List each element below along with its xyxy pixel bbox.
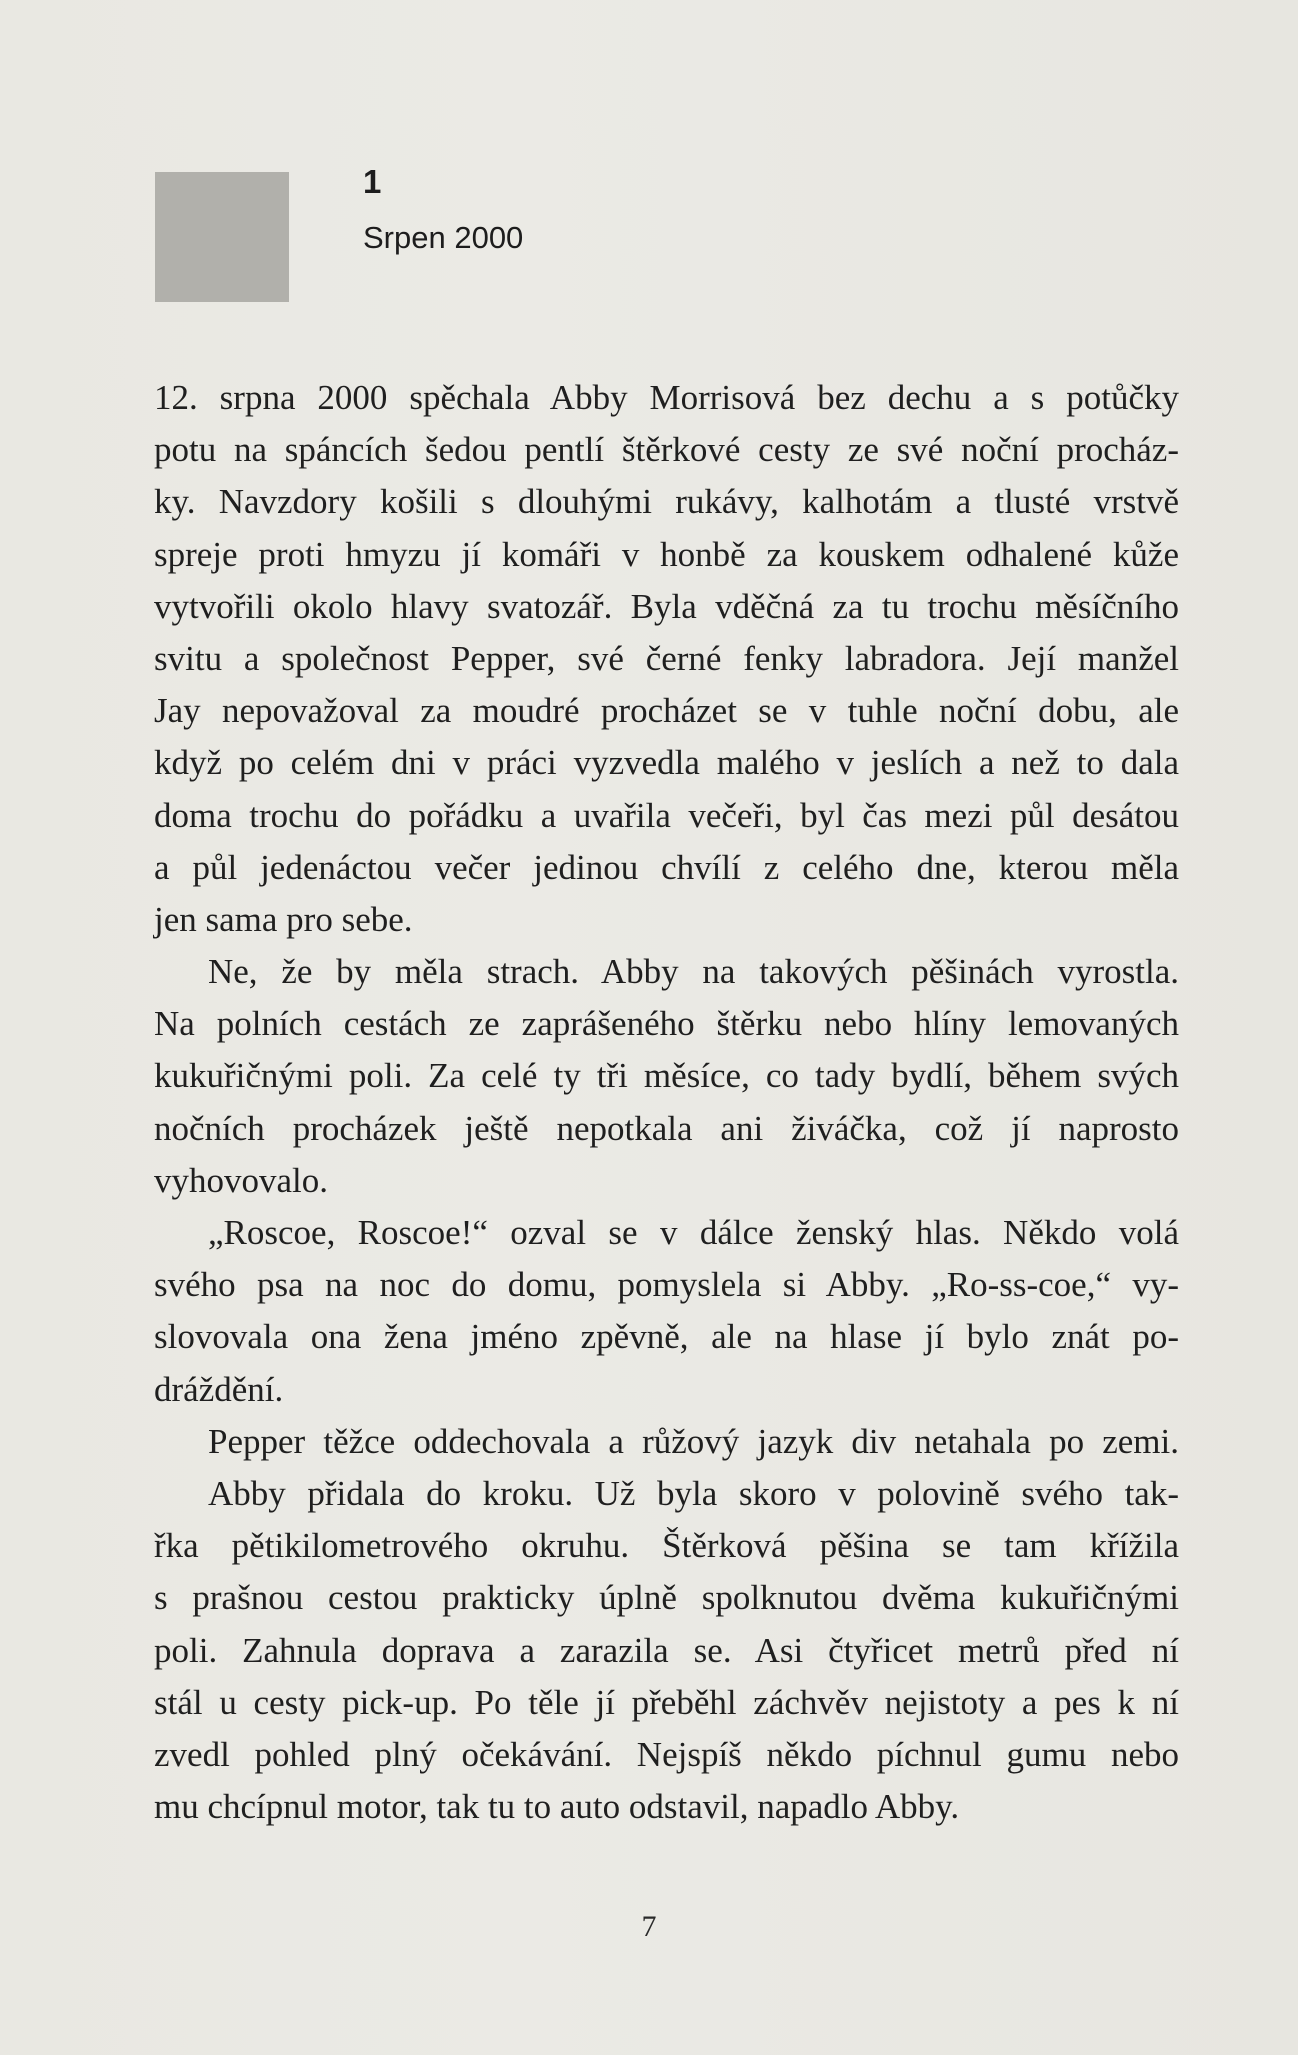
text-line: slovovala ona žena jméno zpěvně, ale na hlase jí bylo znát po-	[154, 1317, 1179, 1357]
text-line: dráždění.	[154, 1369, 284, 1409]
text-line: nočních procházek ještě nepotkala ani živáčka, což jí naprosto	[154, 1108, 1179, 1148]
text-line: poli. Zahnula doprava a zarazila se. Asi čtyřicet metrů před ní	[154, 1630, 1179, 1670]
text-line: kukuřičnými poli. Za celé ty tři měsíce, co tady bydlí, během svých	[154, 1056, 1179, 1096]
text-line: 12. srpna 2000 spěchala Abby Morrisová bez dechu a s potůčky	[154, 378, 1179, 417]
text-line: „Roscoe, Roscoe!“ ozval se v dálce ženský hlas. Někdo volá	[208, 1213, 1179, 1252]
text-line: potu na spáncích šedou pentlí štěrkové cesty ze své noční procház-	[154, 430, 1179, 470]
text-line: Jay nepovažoval za moudré procházet se v tuhle noční dobu, ale	[154, 691, 1179, 731]
text-line: Ne, že by měla strach. Abby na takových pěšinách vyrostla.	[208, 952, 1179, 992]
text-line: zvedl pohled plný očekávání. Nejspíš někdo píchnul gumu nebo	[154, 1734, 1179, 1774]
chapter-ornament-square	[155, 172, 289, 302]
body-text	[154, 372, 1179, 1833]
text-line: svitu a společnost Pepper, své černé fenky labradora. Její manžel	[154, 638, 1179, 678]
text-line: Pepper těžce oddechovala a růžový jazyk div netahala po zemi.	[208, 1421, 1179, 1461]
text-line: spreje proti hmyzu jí komáři v honbě za kouskem odhalené kůže	[154, 534, 1179, 574]
text-line: a půl jedenáctou večer jedinou chvílí z celého dne, kterou měla	[154, 847, 1179, 887]
text-line: jen sama pro sebe.	[154, 899, 413, 939]
page-number: 7	[641, 1910, 657, 1943]
text-line: řka pětikilometrového okruhu. Štěrková pěšina se tam křížila	[154, 1526, 1179, 1566]
text-line: Na polních cestách ze zaprášeného štěrku nebo hlíny lemovaných	[154, 1004, 1179, 1044]
text-line: svého psa na noc do domu, pomyslela si Abby. „Ro-ss-coe,“ vy-	[154, 1265, 1179, 1305]
text-line: ky. Navzdory košili s dlouhými rukávy, kalhotám a tlusté vrstvě	[154, 482, 1179, 522]
text-line: vyhovovalo.	[154, 1160, 329, 1200]
text-line: vytvořili okolo hlavy svatozář. Byla vděčná za tu trochu měsíčního	[154, 586, 1179, 626]
chapter-number: 1	[363, 163, 382, 200]
chapter-title: Srpen 2000	[363, 220, 524, 255]
text-line: stál u cesty pick-up. Po těle jí přeběhl záchvěv nejistoty a pes k ní	[154, 1682, 1179, 1722]
text-line: mu chcípnul motor, tak tu to auto odstavil, napadlo Abby.	[154, 1787, 960, 1827]
text-line: když po celém dni v práci vyzvedla malého v jeslích a než to dala	[154, 743, 1179, 783]
text-line: doma trochu do pořádku a uvařila večeři, byl čas mezi půl desátou	[154, 795, 1179, 835]
text-line: Abby přidala do kroku. Už byla skoro v polovině svého tak-	[208, 1473, 1179, 1513]
text-line: s prašnou cestou prakticky úplně spolknutou dvěma kukuřičnými	[154, 1578, 1179, 1618]
